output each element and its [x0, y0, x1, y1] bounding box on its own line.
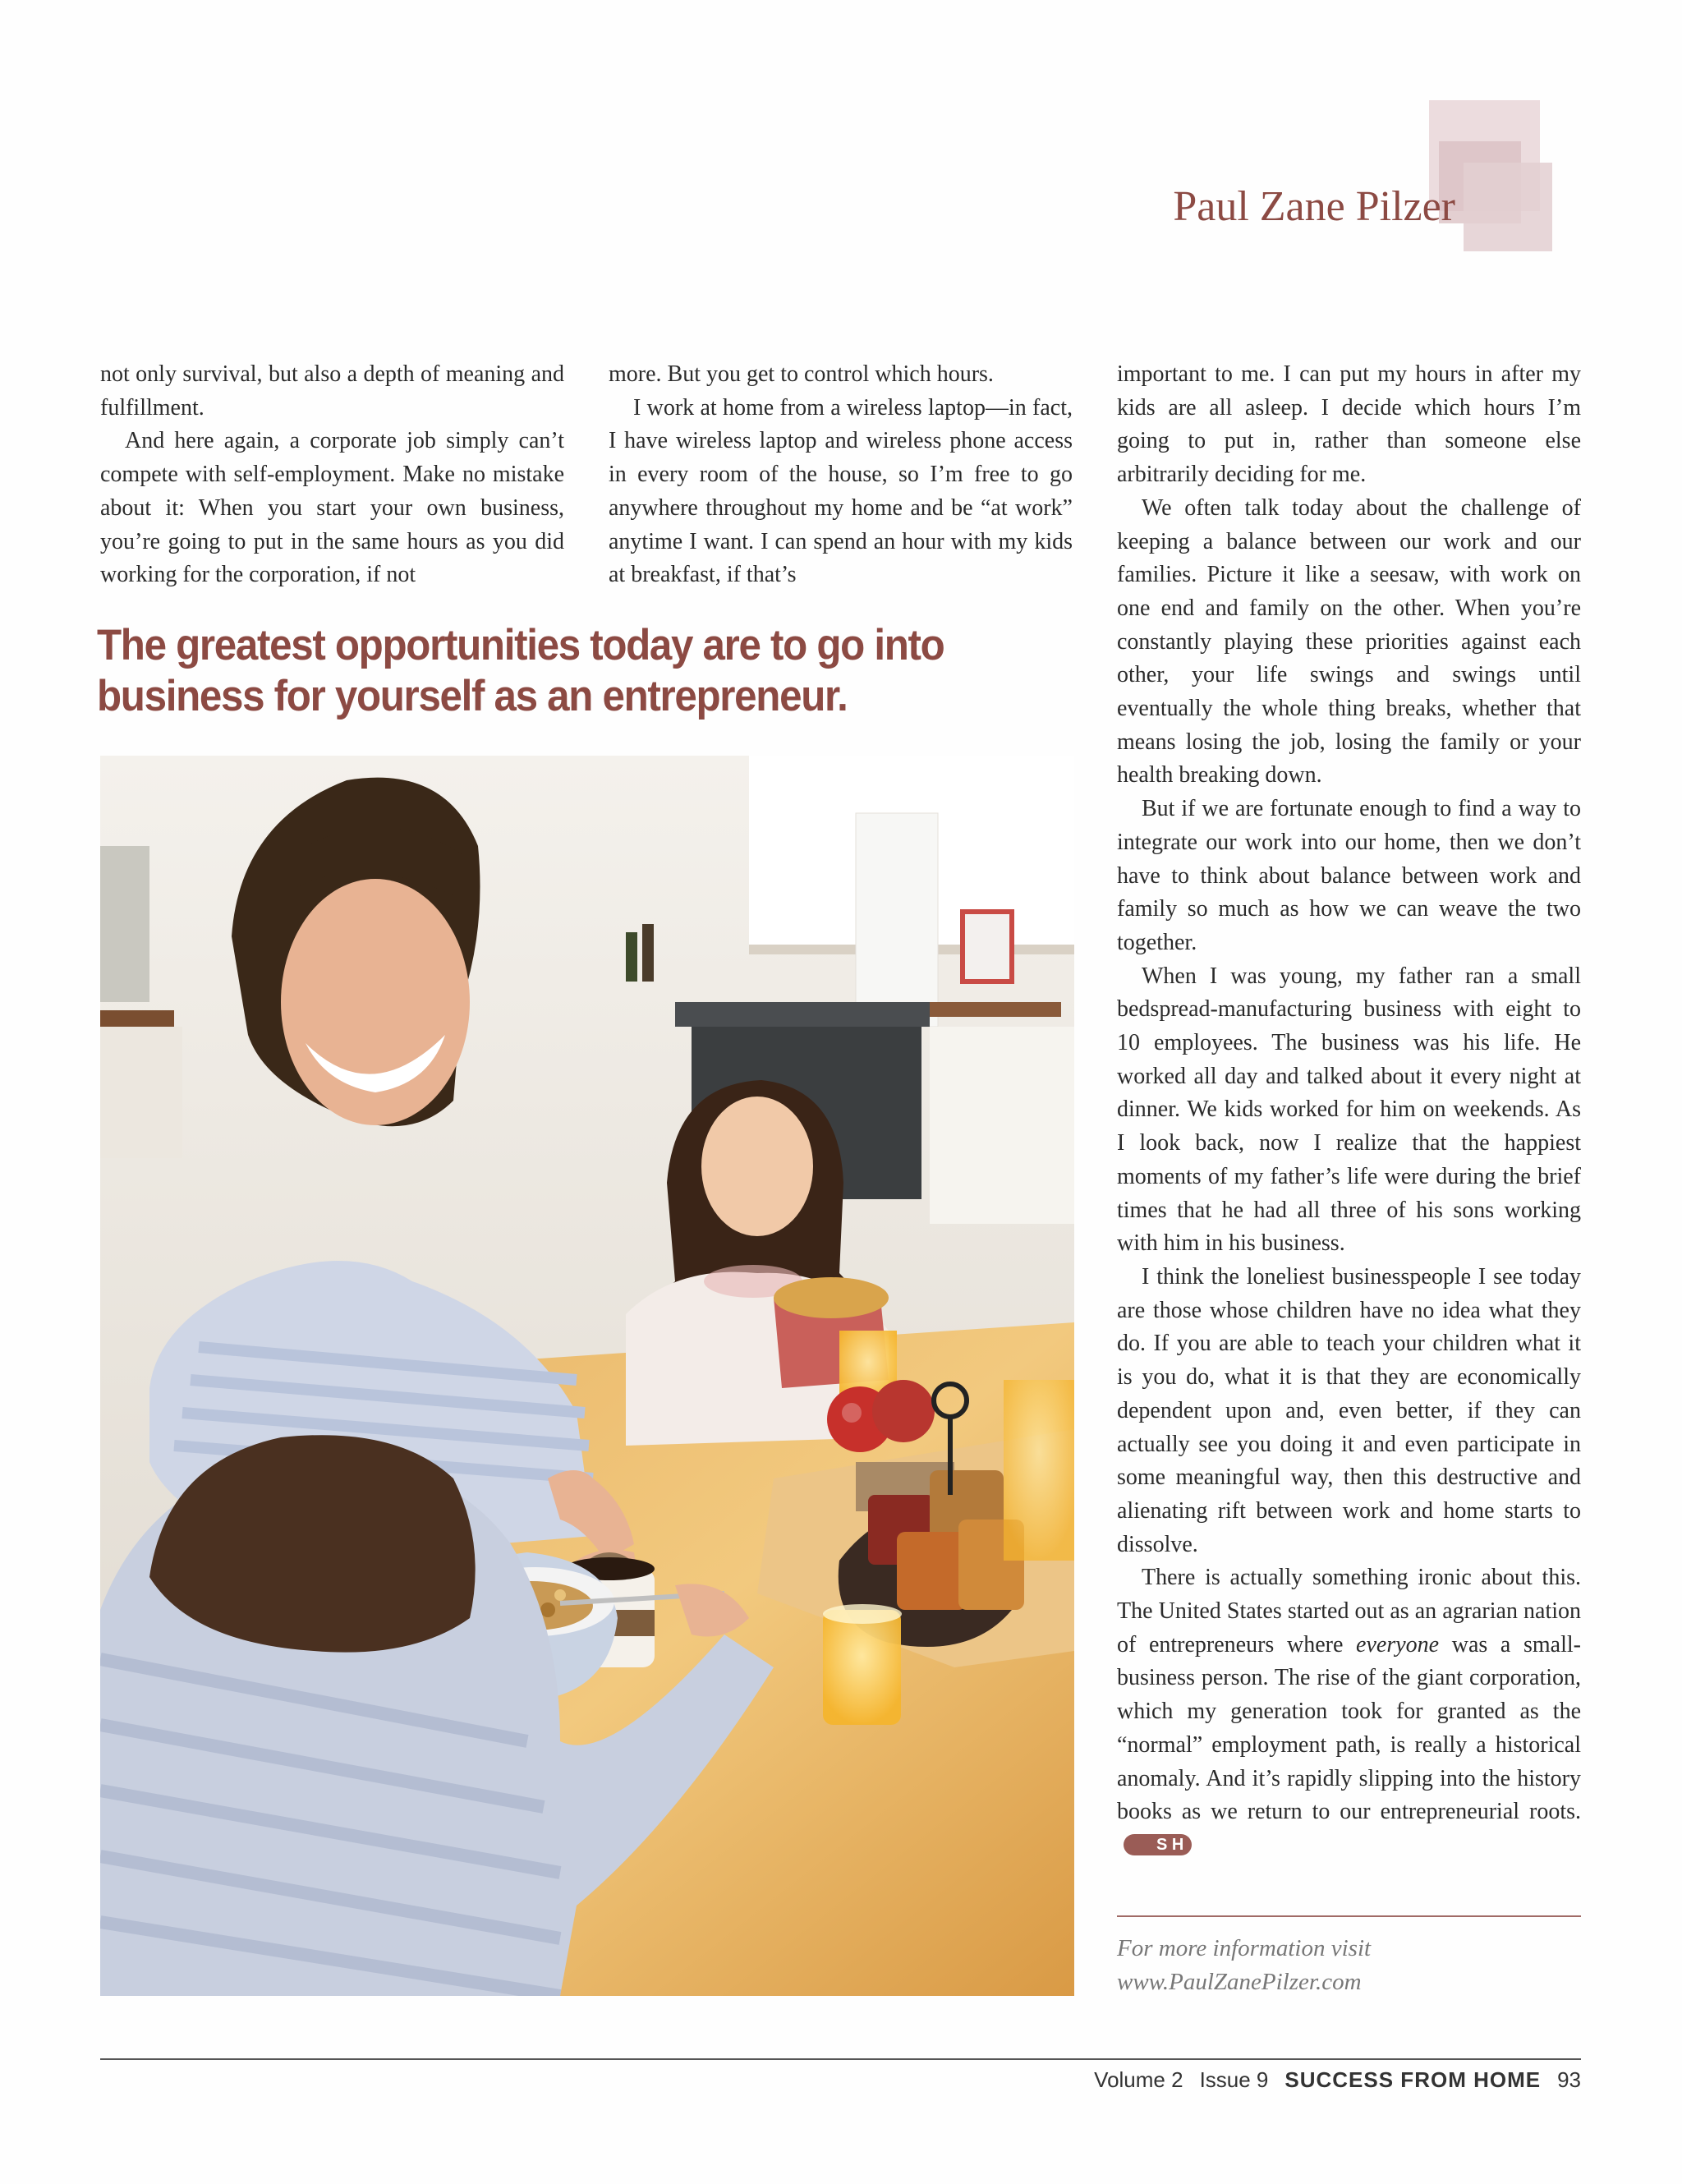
divider [1117, 1915, 1581, 1917]
paragraph: And here again, a corporate job simply can’t compete with self-employment. Make no mistake about it: When you start your own business, you’re going to put in the same hours as you did working for the corporation, if not [100, 428, 564, 588]
paragraph: I work at home from a wireless laptop—in fact, I have wireless laptop and wireless phone access in every room of the house, so I’m free to go anywhere throughout my home and be “at work” anytime I want. I can spend an hour with my kids at breakfast, if that’s [609, 394, 1073, 588]
decorative-square [1464, 163, 1552, 251]
paragraph: When I was young, my father ran a small bedspread-manufacturing business with eight to 10 employees. The business was his life. He worked all day and talked about it every night at dinner. We kids worked for him on weekends. As I look back, now I realize that the happiest moments of my father’s life were during the brief times that he had all three of his sons working with him in his business. [1117, 963, 1581, 1257]
paragraph: I think the loneliest businesspeople I see today are those whose children have no idea what they do. If you are able to teach your children what it is you do, what it is that they are economically dependent upon and, even better, if they can actually see you doing it and even participate in some meaningful way, then this destructive and alienating rift between work and home starts to dissolve. [1117, 1263, 1581, 1557]
paragraph: more. But you get to control which hours. [609, 361, 994, 387]
pull-quote: The greatest opportunities today are to go into business for yourself as an entrepreneur. [97, 621, 944, 720]
footer-magazine-name: SUCCESS FROM HOME [1284, 2067, 1542, 2092]
website-link[interactable]: www.PaulZanePilzer.com [1117, 1969, 1362, 1995]
italic-word: everyone [1356, 1631, 1440, 1658]
footer-volume: Volume 2 [1094, 2067, 1183, 2092]
article-column-3 [1117, 358, 1581, 1863]
more-info [1117, 1932, 1581, 1999]
footer-issue: Issue 9 [1199, 2067, 1269, 2092]
paragraph-last [1117, 1561, 1581, 1862]
paragraph: But if we are fortunate enough to find a way to integrate our work into our home, then we don’t have to think about balance between work and family so much as how we can weave the two together. [1117, 796, 1581, 955]
text-run: was a small-business person. The rise of the giant corporation, which my generation took for granted as the “normal” employment path, is really a historical anomaly. And it’s rapidly slipping into the history books as we return to our entrepreneurial roots. [1117, 1631, 1581, 1825]
text-run: There is actually something ironic about this. The United States started out as an agrarian nation of entrepreneurs where [1117, 1565, 1581, 1658]
family-breakfast-photo [100, 756, 1074, 1996]
more-info-text: For more information visit [1117, 1935, 1372, 1961]
article-column-2 [609, 358, 1073, 592]
paragraph: We often talk today about the challenge of keeping a balance between our work and our families. Picture it like a seesaw, with work on one end and family on the other. When you’re constantly playing these priorities against each other, your life swings and swings until eventually the whole thing breaks, whether that means losing the job, losing the family or your health breaking down. [1117, 494, 1581, 789]
page-footer [1078, 2062, 1581, 2098]
article-column-1 [100, 358, 564, 592]
footer-divider [100, 2058, 1581, 2060]
author-name: Paul Zane Pilzer [1173, 183, 1455, 230]
page-number: 93 [1557, 2067, 1581, 2092]
end-mark-icon: S H [1124, 1834, 1192, 1855]
paragraph: important to me. I can put my hours in after my kids are all asleep. I decide which hours I’m going to put in, rather than someone else arbitrarily deciding for me. [1117, 361, 1581, 488]
paragraph: not only survival, but also a depth of meaning and fulfillment. [100, 361, 564, 421]
